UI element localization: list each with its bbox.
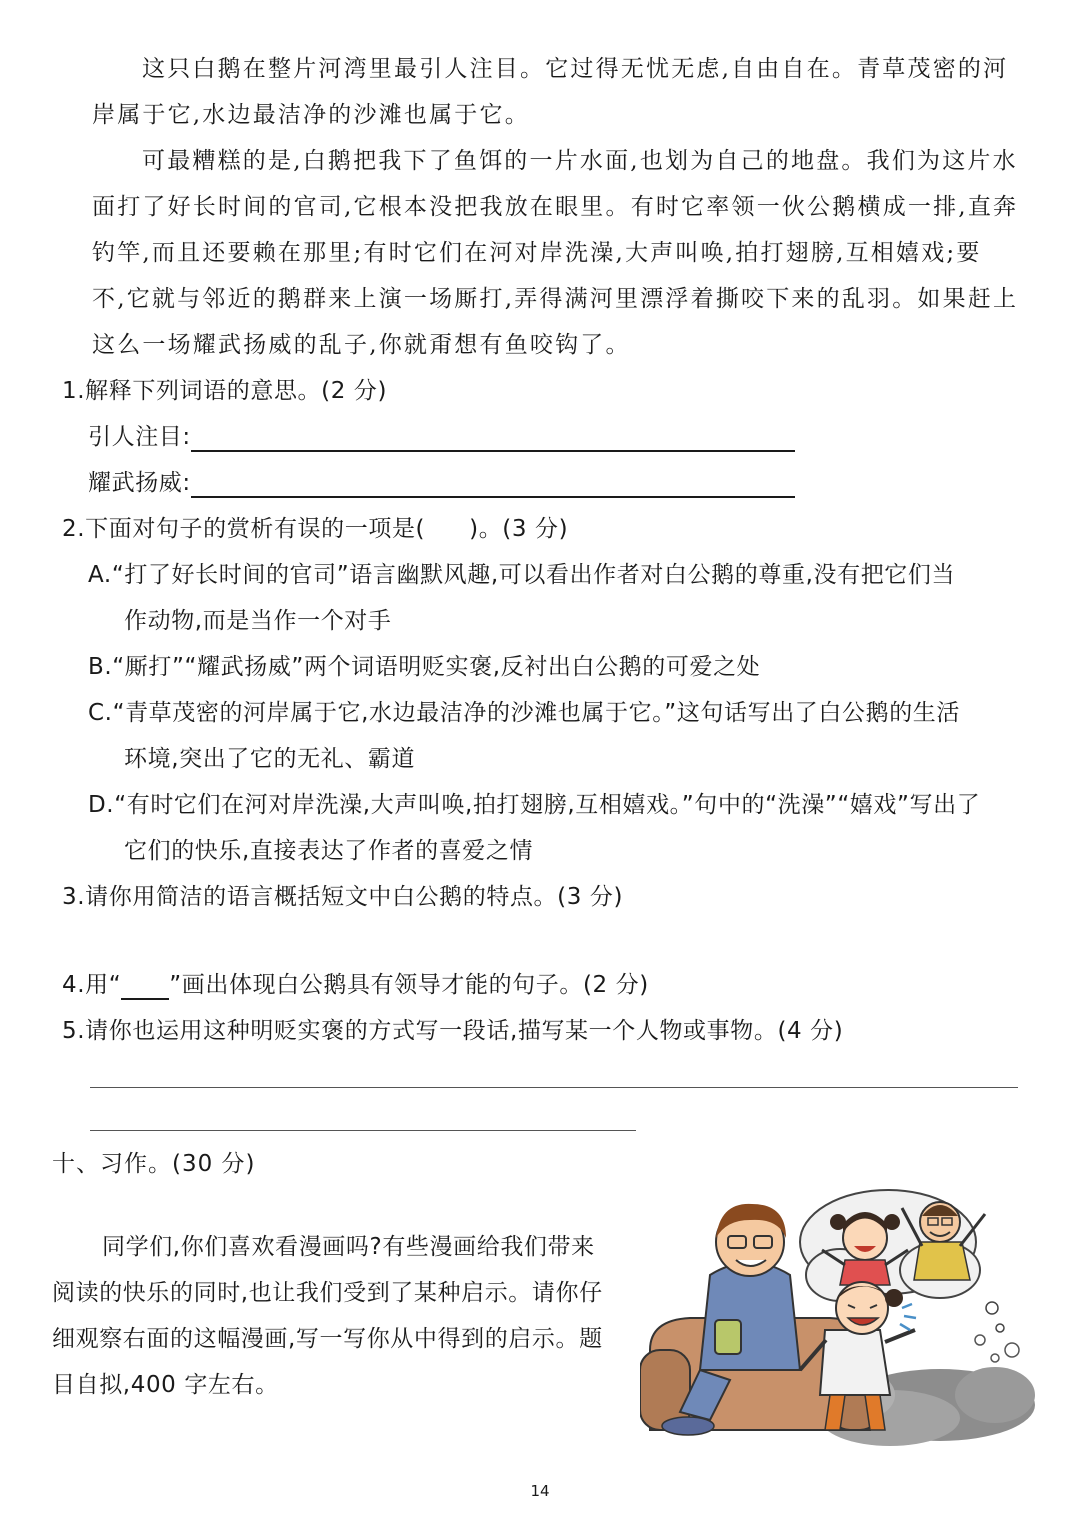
thought-bubble-icon — [800, 1190, 1004, 1332]
option-d-line1: D.“有时它们在河对岸洗澡,大声叫唤,拍打翅膀,互相嬉戏。”句中的“洗澡”“嬉戏”写出了 — [88, 792, 981, 818]
term2-label: 耀武扬威: — [88, 470, 191, 496]
q4-stem-part2: ”画出体现白公鹅具有领导才能的句子。(2 分) — [169, 972, 649, 998]
passage-p2-line5: 这么一场耀武扬威的乱子,你就甭想有鱼咬钩了。 — [92, 332, 631, 358]
passage-p1-line2: 岸属于它,水边最洁净的沙滩也属于它。 — [92, 102, 530, 128]
passage-p1-line1: 这只白鹅在整片河湾里最引人注目。它过得无忧无虑,自由自在。青草茂密的河 — [142, 56, 1009, 82]
underline-sample — [121, 978, 169, 1000]
option-d-line2: 它们的快乐,直接表达了作者的喜爱之情 — [124, 838, 534, 864]
option-c-line2: 环境,突出了它的无礼、霸道 — [124, 746, 416, 772]
passage-p2-line4: 不,它就与邻近的鹅群来上演一场厮打,弄得满河里漂浮着撕咬下来的乱羽。如果赶上 — [92, 286, 1019, 312]
section-10-line4: 目自拟,400 字左右。 — [52, 1372, 279, 1398]
question-2-stem — [62, 514, 568, 544]
question-1-stem: 1.解释下列词语的意思。(2 分) — [62, 378, 388, 404]
passage-p2-line3: 钓竿,而且还要赖在那里;有时它们在河对岸洗澡,大声叫唤,拍打翅膀,互相嬉戏;要 — [92, 240, 982, 266]
passage-p2-line2: 面打了好长时间的官司,它根本没把我放在眼里。有时它率领一伙公鹅横成一排,直奔 — [92, 194, 1019, 220]
question-4-stem — [62, 970, 649, 1000]
option-c-line1: C.“青草茂密的河岸属于它,水边最洁净的沙滩也属于它。”这句话写出了白公鹅的生活 — [88, 700, 961, 726]
page-number: 14 — [530, 1482, 550, 1500]
tear-drops-icon — [975, 1335, 1019, 1362]
q2-stem-part1: 2.下面对句子的赏析有误的一项是( — [62, 516, 426, 542]
section-10-line2: 阅读的快乐的同时,也让我们受到了某种启示。请你仔 — [52, 1280, 603, 1306]
answer-line-term1[interactable] — [191, 428, 795, 452]
option-a-line1: A.“打了好长时间的官司”语言幽默风趣,可以看出作者对白公鹅的尊重,没有把它们当 — [88, 562, 956, 588]
option-b-line1: B.“厮打”“耀武扬威”两个词语明贬实褒,反衬出白公鹅的可爱之处 — [88, 654, 761, 680]
comic-illustration — [640, 1180, 1040, 1450]
option-a-line2: 作动物,而是当作一个对手 — [124, 608, 392, 634]
question-5-stem: 5.请你也运用这种明贬实褒的方式写一段话,描写某一个人物或事物。(4 分) — [62, 1018, 844, 1044]
section-10-line3: 细观察右面的这幅漫画,写一写你从中得到的启示。题 — [52, 1326, 603, 1352]
term1-label: 引人注目: — [88, 424, 191, 450]
section-10-title: 十、习作。(30 分) — [52, 1151, 256, 1177]
answer-line-q5-2[interactable] — [90, 1130, 636, 1131]
answer-line-term2[interactable] — [191, 474, 795, 498]
q4-stem-part1: 4.用“ — [62, 972, 122, 998]
section-10-line1: 同学们,你们喜欢看漫画吗?有些漫画给我们带来 — [102, 1234, 595, 1260]
question-3-stem: 3.请你用简洁的语言概括短文中白公鹅的特点。(3 分) — [62, 884, 624, 910]
answer-line-q5-1[interactable] — [90, 1087, 1018, 1088]
question-1-term1 — [88, 422, 795, 452]
q2-stem-part2: )。(3 分) — [469, 516, 569, 542]
question-1-term2 — [88, 468, 795, 498]
passage-p2-line1: 可最糟糕的是,白鹅把我下了鱼饵的一片水面,也划为自己的地盘。我们为这片水 — [142, 148, 1018, 174]
